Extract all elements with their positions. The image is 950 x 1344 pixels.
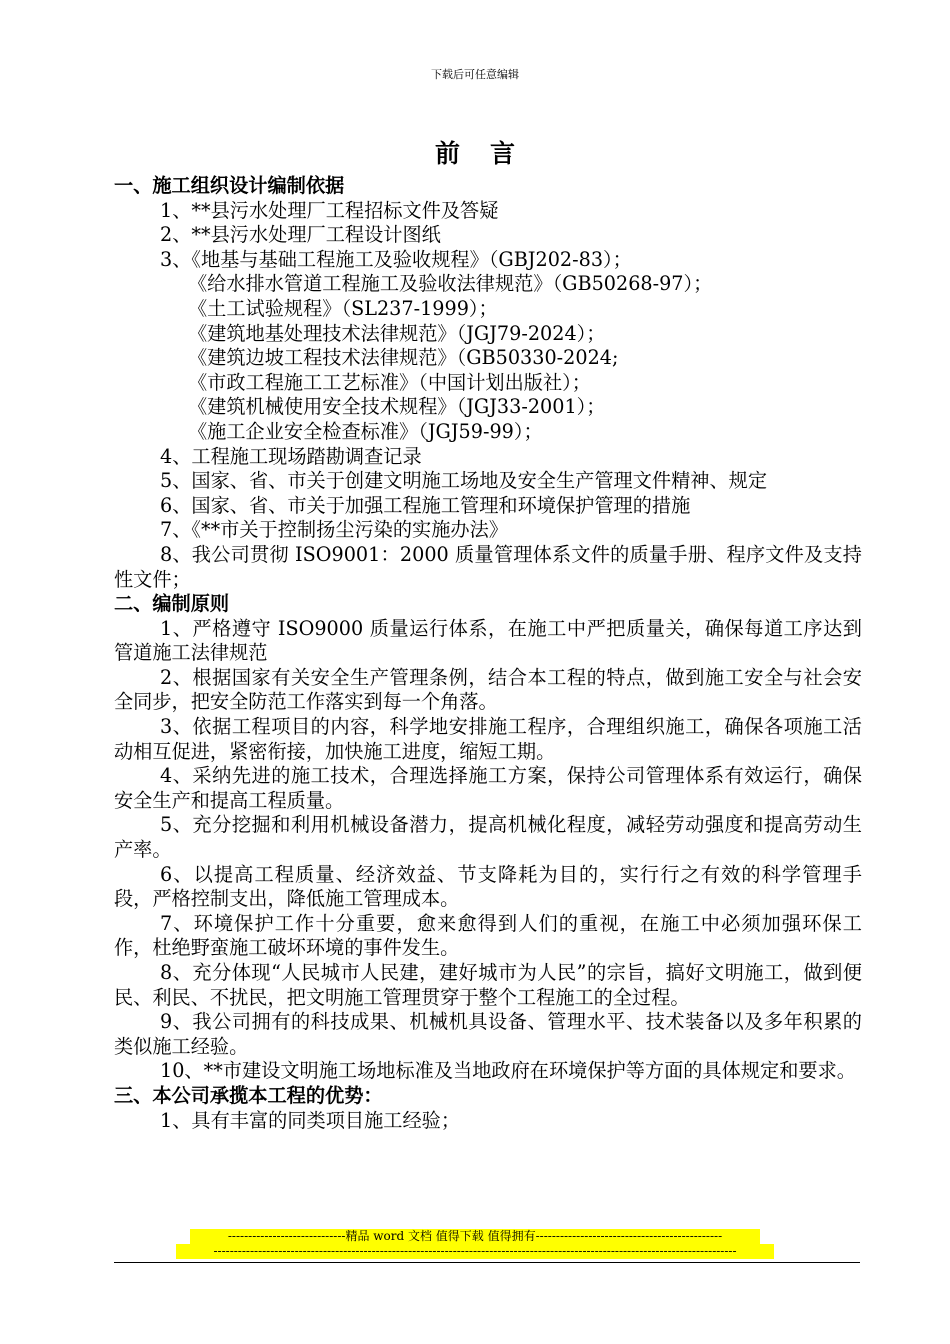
principle-item: 9、我公司拥有的科技成果、机械机具设备、管理水平、技术装备以及多年积累的类似施工经验。 bbox=[114, 1010, 862, 1058]
document-body bbox=[114, 174, 862, 1133]
principle-item: 7、环境保护工作十分重要，愈来愈得到人们的重视，在施工中必须加强环保工作，杜绝野蛮施工破坏环境的事件发生。 bbox=[114, 911, 862, 960]
standard-item: 《土工试验规程》（SL237-1999）； bbox=[188, 296, 498, 320]
standard-item: 《市政工程施工工艺标准》（中国计划出版社）； bbox=[188, 370, 591, 394]
principle-item: 3、依据工程项目的内容，科学地安排施工程序，合理组织施工，确保各项施工活动相互促进，紧密衔接，加快施工进度，缩短工期。 bbox=[114, 715, 862, 763]
standard-item: 《施工企业安全检查标准》（JGJ59-99）； bbox=[188, 419, 543, 443]
page-title: 前言 bbox=[434, 139, 545, 168]
basis-item: 5、国家、省、市关于创建文明施工场地及安全生产管理文件精神、规定 bbox=[160, 469, 768, 493]
basis-item: 1、**县污水处理厂工程招标文件及答疑 bbox=[160, 198, 499, 222]
basis-item: 8、我公司贯彻 ISO9001：2000 质量管理体系文件的质量手册、程序文件及支持性文件； bbox=[114, 542, 862, 591]
principle-item: 8、充分体现“人民城市人民建，建好城市为人民”的宗旨，搞好文明施工，做到便民、利民、不扰民，把文明施工管理贯穿于整个工程施工的全过程。 bbox=[114, 961, 862, 1009]
basis-item: 6、国家、省、市关于加强工程施工管理和环境保护管理的措施 bbox=[160, 493, 691, 517]
principle-item: 4、采纳先进的施工技术，合理选择施工方案，保持公司管理体系有效运行，确保安全生产和提高工程质量。 bbox=[114, 764, 862, 812]
principle-item: 5、充分挖掘和利用机械设备潜力，提高机械化程度，减轻劳动强度和提高劳动生产率。 bbox=[114, 813, 862, 862]
basis-item: 4、工程施工现场踏勘调查记录 bbox=[160, 444, 422, 468]
basis-item: 7、《**市关于控制扬尘污染的实施办法》 bbox=[160, 518, 508, 542]
standard-item: 《建筑边坡工程技术法律规范》（GB50330-2024; bbox=[188, 346, 619, 370]
header-note: 下载后可任意编辑 bbox=[431, 68, 519, 81]
principle-item: 10、**市建设文明施工场地标准及当地政府在环境保护等方面的具体规定和要求。 bbox=[160, 1059, 856, 1083]
footer-divider bbox=[114, 1262, 860, 1263]
footer-line-1: -----------------------------精品 word 文档 值得下载 值得拥有---------------------------------------------- bbox=[190, 1229, 760, 1244]
standard-item: 《给水排水管道工程施工及验收法律规范》（GB50268-97）； bbox=[188, 272, 713, 296]
footer-line-2: --------------------------------------------------------------------------------------------------------------------------------- bbox=[176, 1244, 774, 1259]
section-heading-3: 三、本公司承揽本工程的优势： bbox=[114, 1083, 383, 1107]
advantage-item: 1、具有丰富的同类项目施工经验； bbox=[160, 1108, 461, 1132]
footer-banner-dashes bbox=[0, 1244, 950, 1263]
principle-item: 6、以提高工程质量、经济效益、节支降耗为目的，实行行之有效的科学管理手段，严格控制支出，降低施工管理成本。 bbox=[114, 862, 862, 911]
section-heading-2: 二、编制原则 bbox=[114, 592, 230, 616]
principle-item: 2、根据国家有关安全生产管理条例，结合本工程的特点，做到施工安全与社会安全同步，把安全防范工作落实到每一个角落。 bbox=[114, 665, 862, 714]
standard-item: 《建筑地基处理技术法律规范》（JGJ79-2024）； bbox=[188, 321, 606, 345]
basis-item: 3、《地基与基础工程施工及验收规程》（GBJ202-83）； bbox=[160, 247, 632, 271]
standard-item: 《建筑机械使用安全技术规程》（JGJ33-2001）； bbox=[188, 395, 606, 419]
section-heading-1: 一、施工组织设计编制依据 bbox=[114, 174, 345, 197]
principle-item: 1、严格遵守 ISO9000 质量运行体系，在施工中严把质量关，确保每道工序达到管道施工法律规范 bbox=[114, 616, 862, 665]
basis-item: 2、**县污水处理厂工程设计图纸 bbox=[160, 223, 441, 247]
